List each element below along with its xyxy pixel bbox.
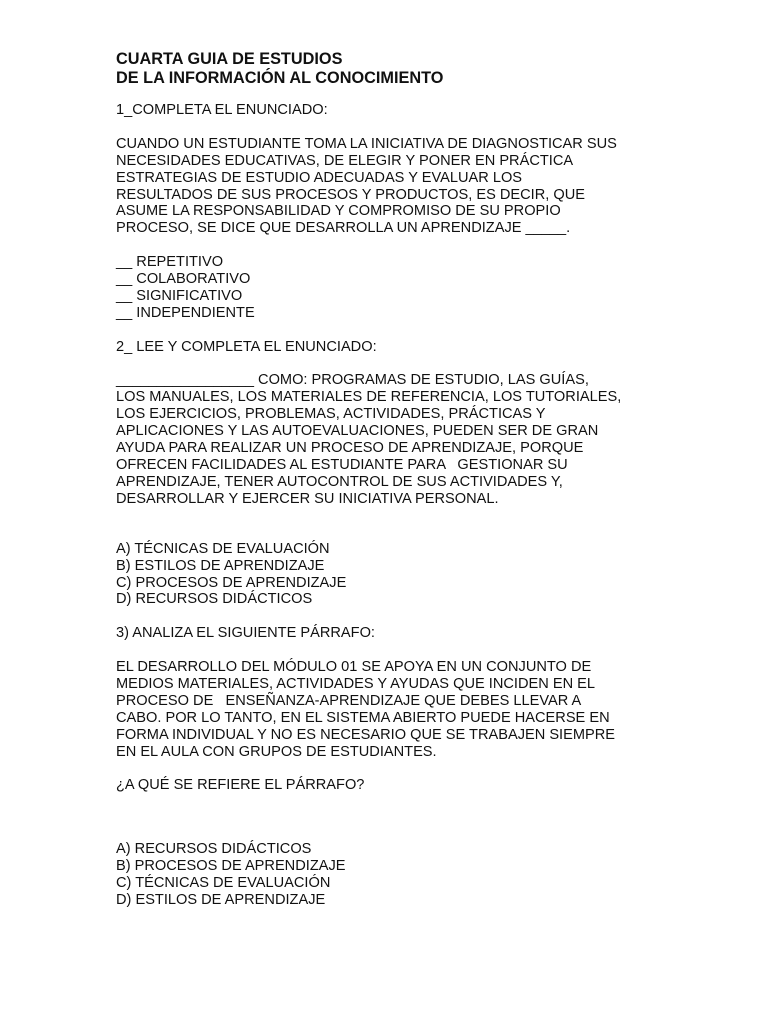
paragraph-line: EL DESARROLLO DEL MÓDULO 01 SE APOYA EN UN CONJUNTO DE — [116, 659, 592, 675]
document-title — [116, 50, 756, 88]
statement-line: NECESIDADES EDUCATIVAS, DE ELEGIR Y PONER EN PRÁCTICA — [116, 152, 574, 169]
question-3-prompt: ¿A QUÉ SE REFIERE EL PÁRRAFO? — [116, 777, 365, 794]
option-item: C) TÉCNICAS DE EVALUACIÓN — [116, 875, 331, 892]
question-1-statement — [116, 136, 756, 237]
statement-line: ESTRATEGIAS DE ESTUDIO ADECUADAS Y EVALUAR LOS — [116, 169, 523, 186]
statement-line: LOS EJERCICIOS, PROBLEMAS, ACTIVIDADES, PRÁCTICAS Y — [116, 406, 546, 423]
question-3 — [116, 625, 756, 909]
statement-line: AYUDA PARA REALIZAR UN PROCESO DE APRENDIZAJE, PORQUE — [116, 440, 584, 457]
question-2-heading: 2_ LEE Y COMPLETA EL ENUNCIADO: — [116, 338, 377, 355]
question-3-options — [116, 841, 756, 909]
paragraph-line: CABO. POR LO TANTO, EN EL SISTEMA ABIERTO PUEDE HACERSE EN — [116, 709, 610, 726]
paragraph-line: EN EL AULA CON GRUPOS DE ESTUDIANTES. — [116, 743, 437, 760]
document-page — [116, 50, 756, 909]
question-2 — [116, 339, 756, 609]
option-item: A) RECURSOS DIDÁCTICOS — [116, 841, 312, 858]
option-item: __ REPETITIVO — [116, 254, 224, 271]
statement-line: APRENDIZAJE, TENER AUTOCONTROL DE SUS ACTIVIDADES Y, — [116, 473, 563, 490]
option-item: B) PROCESOS DE APRENDIZAJE — [116, 858, 346, 875]
statement-line: APLICACIONES Y LAS AUTOEVALUACIONES, PUEDEN SER DE GRAN — [116, 423, 599, 440]
option-item: __ SIGNIFICATIVO — [116, 287, 243, 304]
option-item: C) PROCESOS DE APRENDIZAJE — [116, 574, 347, 591]
statement-line: ASUME LA RESPONSABILIDAD Y COMPROMISO DE SU PROPIO — [116, 203, 561, 220]
statement-line: CUANDO UN ESTUDIANTE TOMA LA INICIATIVA DE DIAGNOSTICAR SUS — [116, 135, 617, 152]
question-2-statement — [116, 372, 756, 507]
statement-line: _________________ COMO: PROGRAMAS DE ESTUDIO, LAS GUÍAS, — [116, 372, 589, 389]
title-line-1: CUARTA GUIA DE ESTUDIOS — [116, 50, 343, 68]
statement-line: RESULTADOS DE SUS PROCESOS Y PRODUCTOS, ES DECIR, QUE — [116, 186, 585, 203]
option-item: __ INDEPENDIENTE — [116, 304, 255, 321]
statement-line: PROCESO, SE DICE QUE DESARROLLA UN APRENDIZAJE _____. — [116, 220, 571, 237]
statement-line: OFRECEN FACILIDADES AL ESTUDIANTE PARA GESTIONAR SU — [116, 456, 568, 473]
option-item: A) TÉCNICAS DE EVALUACIÓN — [116, 540, 330, 557]
option-item: B) ESTILOS DE APRENDIZAJE — [116, 557, 325, 574]
option-item: D) RECURSOS DIDÁCTICOS — [116, 591, 313, 608]
option-item: __ COLABORATIVO — [116, 271, 251, 288]
paragraph-line: FORMA INDIVIDUAL Y NO ES NECESARIO QUE SE TRABAJEN SIEMPRE — [116, 726, 616, 743]
question-1-options — [116, 254, 756, 322]
question-3-paragraph — [116, 659, 756, 760]
statement-line: DESARROLLAR Y EJERCER SU INICIATIVA PERSONAL. — [116, 490, 499, 507]
paragraph-line: MEDIOS MATERIALES, ACTIVIDADES Y AYUDAS QUE INCIDEN EN EL — [116, 675, 596, 692]
statement-line: LOS MANUALES, LOS MATERIALES DE REFERENCIA, LOS TUTORIALES, — [116, 389, 622, 406]
option-item: D) ESTILOS DE APRENDIZAJE — [116, 891, 326, 908]
question-1-heading: 1_COMPLETA EL ENUNCIADO: — [116, 102, 328, 118]
paragraph-line: PROCESO DE ENSEÑANZA-APRENDIZAJE QUE DEBES LLEVAR A — [116, 692, 582, 709]
question-1 — [116, 102, 756, 322]
question-3-heading: 3) ANALIZA EL SIGUIENTE PÁRRAFO: — [116, 625, 375, 642]
title-line-2: DE LA INFORMACIÓN AL CONOCIMIENTO — [116, 69, 444, 87]
question-2-options — [116, 541, 756, 609]
